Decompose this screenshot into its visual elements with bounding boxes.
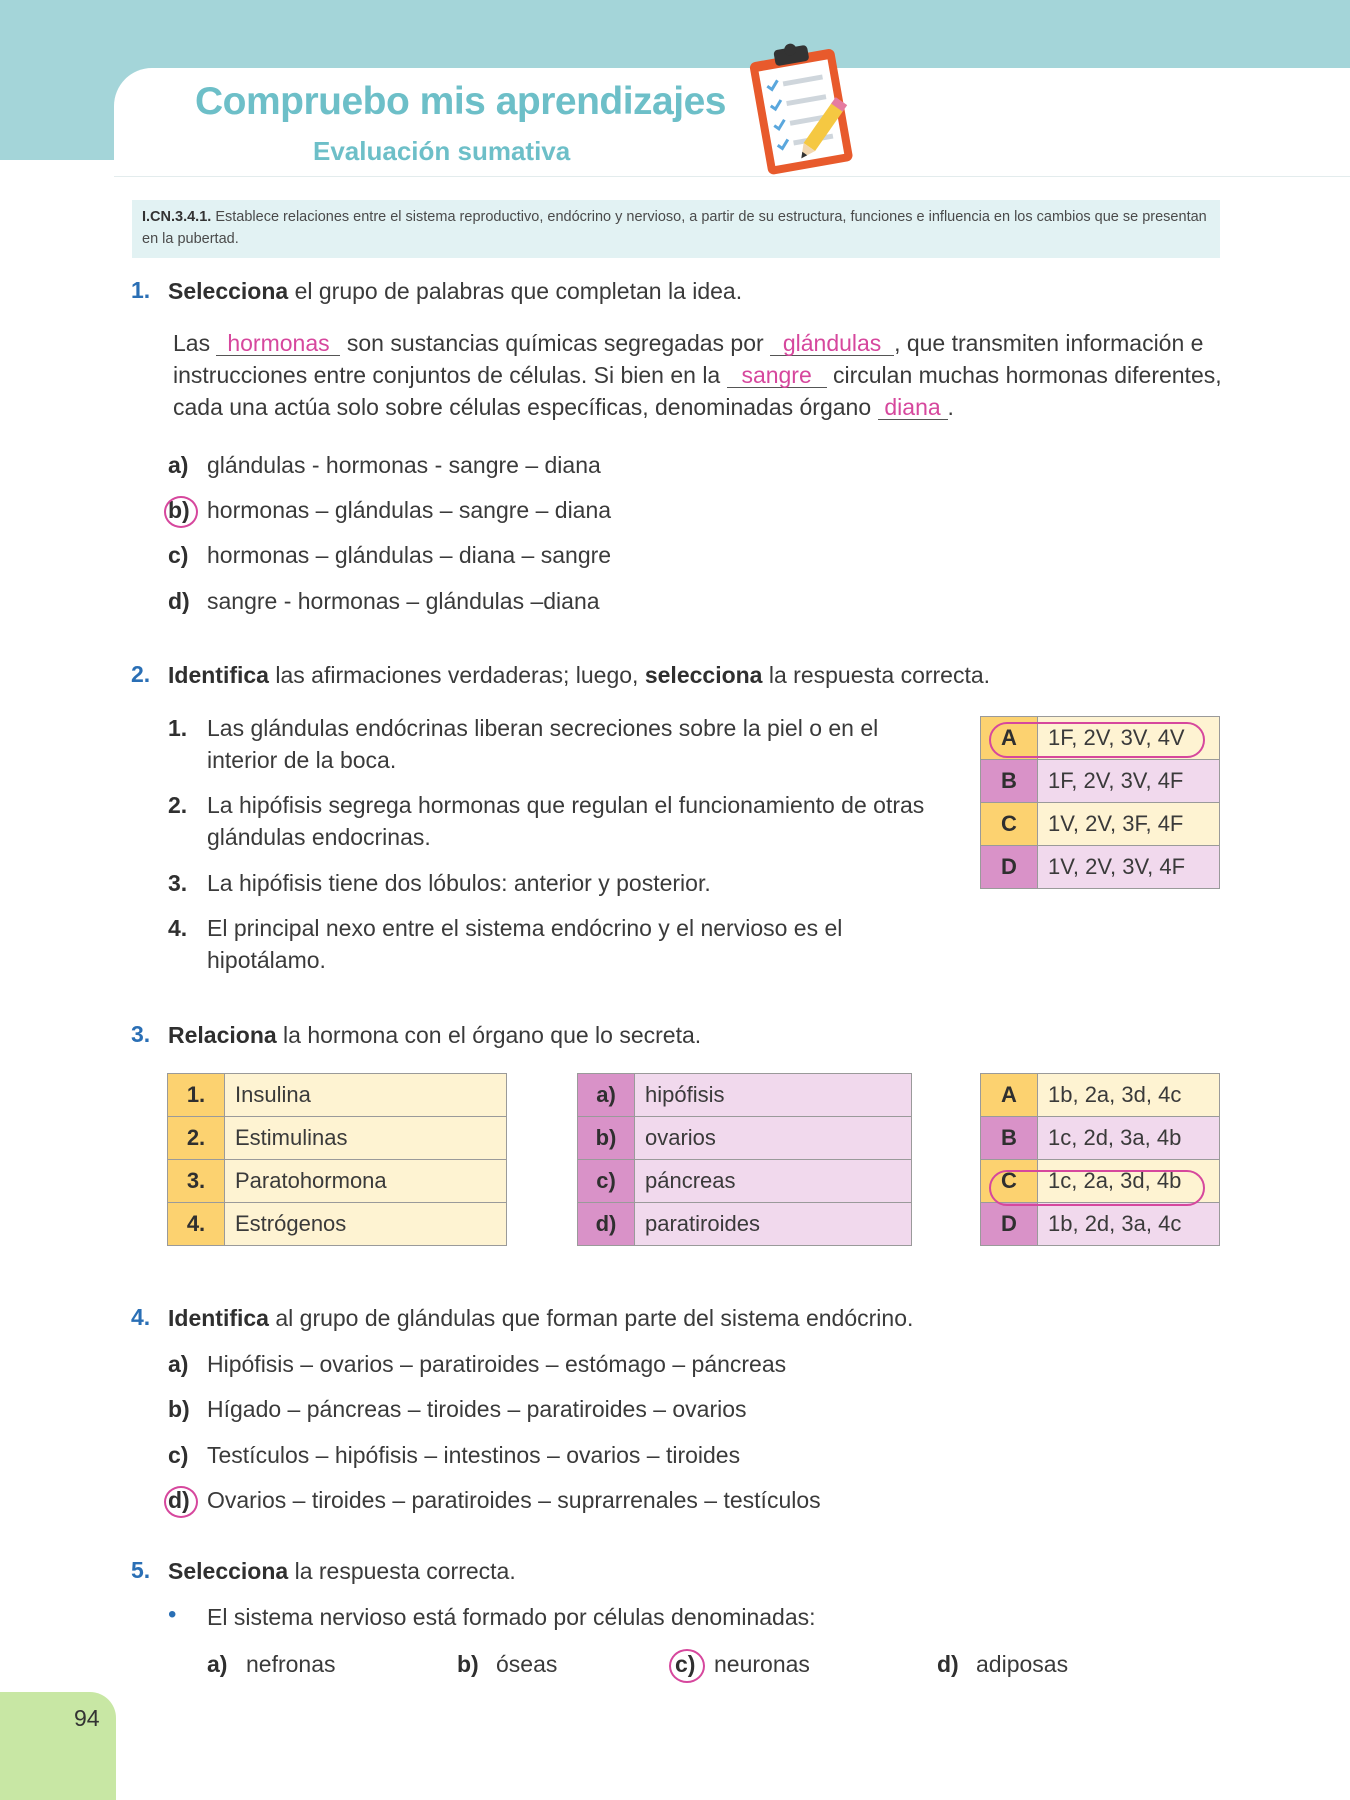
blank-2[interactable]: glándulas xyxy=(770,331,894,356)
question-2-number: 2. xyxy=(131,661,151,687)
q1-selected-mark xyxy=(164,496,198,528)
statement-4: 4. El principal nexo entre el sistema endócrino y el nervioso es el hipotálamo. xyxy=(168,915,843,973)
q5-option-d[interactable]: d) adiposas xyxy=(937,1651,1069,1677)
question-4-prompt: Identifica al grupo de glándulas que forman parte del sistema endócrino. xyxy=(168,1305,914,1331)
q5-option-a[interactable]: a) nefronas xyxy=(207,1651,336,1677)
hormone-row: 2. Estimulinas xyxy=(168,1117,507,1160)
blank-1[interactable]: hormonas xyxy=(216,331,340,356)
q5-option-b[interactable]: b) óseas xyxy=(457,1651,558,1677)
clipboard-checklist-icon xyxy=(740,40,870,180)
q2-selected-mark xyxy=(989,722,1205,758)
page-number: 94 xyxy=(74,1705,100,1731)
organ-row: b) ovarios xyxy=(578,1117,912,1160)
blank-3[interactable]: sangre xyxy=(727,363,827,388)
question-1-number: 1. xyxy=(131,277,151,303)
q4-option-c[interactable]: c) Testículos – hipófisis – intestinos – ovarios – tiroides xyxy=(168,1442,741,1468)
q3-answer-row-c[interactable]: C 1c, 2a, 3d, 4b xyxy=(981,1160,1220,1203)
question-3-number: 3. xyxy=(131,1021,151,1047)
q2-answer-row-b[interactable]: B 1F, 2V, 3V, 4F xyxy=(981,760,1220,803)
q3-answer-row-b[interactable]: B 1c, 2d, 3a, 4b xyxy=(981,1117,1220,1160)
statement-3: 3. La hipófisis tiene dos lóbulos: anterior y posterior. xyxy=(168,870,711,896)
q4-selected-mark xyxy=(164,1486,198,1518)
organ-table xyxy=(577,1073,912,1246)
question-3-prompt: Relaciona la hormona con el órgano que lo secreta. xyxy=(168,1022,702,1048)
blank-4[interactable]: diana xyxy=(878,395,948,420)
statement-1: 1. Las glándulas endócrinas liberan secreciones sobre la piel o en el interior de la boca. xyxy=(168,715,879,773)
q2-answer-row-d[interactable]: D 1V, 2V, 3V, 4F xyxy=(981,846,1220,889)
evaluation-indicator xyxy=(132,200,1220,258)
question-2-prompt: Identifica las afirmaciones verdaderas; luego, selecciona la respuesta correcta. xyxy=(168,662,991,688)
q2-answer-row-c[interactable]: C 1V, 2V, 3F, 4F xyxy=(981,803,1220,846)
organ-row: c) páncreas xyxy=(578,1160,912,1203)
question-4-number: 4. xyxy=(131,1304,151,1330)
question-1-cloze-text: Las hormonas son sustancias químicas segregadas por glándulas , que transmiten información e instrucciones entre conjuntos de células. Si bien en la sangre circulan muchas hormonas diferentes, cada una actúa solo sobre células específicas, denominadas órgano diana . xyxy=(173,330,1222,420)
bullet-icon: • xyxy=(168,1601,177,1628)
hormone-table xyxy=(167,1073,507,1246)
indicator-code: I.CN.3.4.1. xyxy=(142,209,212,225)
q3-answer-row-a[interactable]: A 1b, 2a, 3d, 4c xyxy=(981,1074,1220,1117)
q1-option-a[interactable]: a) glándulas - hormonas - sangre – diana xyxy=(168,452,601,478)
q4-option-b[interactable]: b) Hígado – páncreas – tiroides – paratiroides – ovarios xyxy=(168,1396,747,1422)
q2-answer-row-a[interactable]: A 1F, 2V, 3V, 4V xyxy=(981,717,1220,760)
organ-row: d) paratiroides xyxy=(578,1203,912,1246)
question-5-prompt: Selecciona la respuesta correcta. xyxy=(168,1558,516,1584)
q4-option-d[interactable]: d) Ovarios – tiroides – paratiroides – suprarrenales – testículos xyxy=(168,1487,821,1513)
page-subtitle: Evaluación sumativa xyxy=(313,136,571,166)
organ-row: a) hipófisis xyxy=(578,1074,912,1117)
q3-answer-table xyxy=(980,1073,1220,1246)
q1-option-b[interactable]: b) hormonas – glándulas – sangre – diana xyxy=(168,497,612,523)
statement-2: 2. La hipófisis segrega hormonas que regulan el funcionamiento de otras glándulas endocrinas. xyxy=(168,792,925,850)
q1-option-c[interactable]: c) hormonas – glándulas – diana – sangre xyxy=(168,542,612,568)
question-1-prompt: Selecciona el grupo de palabras que completan la idea. xyxy=(168,278,743,304)
q1-option-d[interactable]: d) sangre - hormonas – glándulas –diana xyxy=(168,588,600,614)
question-5-number: 5. xyxy=(131,1557,151,1583)
q3-selected-mark xyxy=(989,1170,1205,1206)
q5-option-c[interactable]: c) neuronas xyxy=(675,1651,810,1677)
hormone-row: 4. Estrógenos xyxy=(168,1203,507,1246)
hormone-row: 3. Paratohormona xyxy=(168,1160,507,1203)
q5-selected-mark xyxy=(669,1649,705,1683)
q5-bullet-text: El sistema nervioso está formado por células denominadas: xyxy=(207,1604,816,1630)
page-title: Compruebo mis aprendizajes xyxy=(195,80,726,123)
q3-answer-row-d[interactable]: D 1b, 2d, 3a, 4c xyxy=(981,1203,1220,1246)
indicator-text: Establece relaciones entre el sistema reproductivo, endócrino y nervioso, a partir de su estructura, funciones e influencia en los cambios que se presentan en la pubertad. xyxy=(142,209,1207,247)
hormone-row: 1. Insulina xyxy=(168,1074,507,1117)
q4-option-a[interactable]: a) Hipófisis – ovarios – paratiroides – estómago – páncreas xyxy=(168,1351,787,1377)
